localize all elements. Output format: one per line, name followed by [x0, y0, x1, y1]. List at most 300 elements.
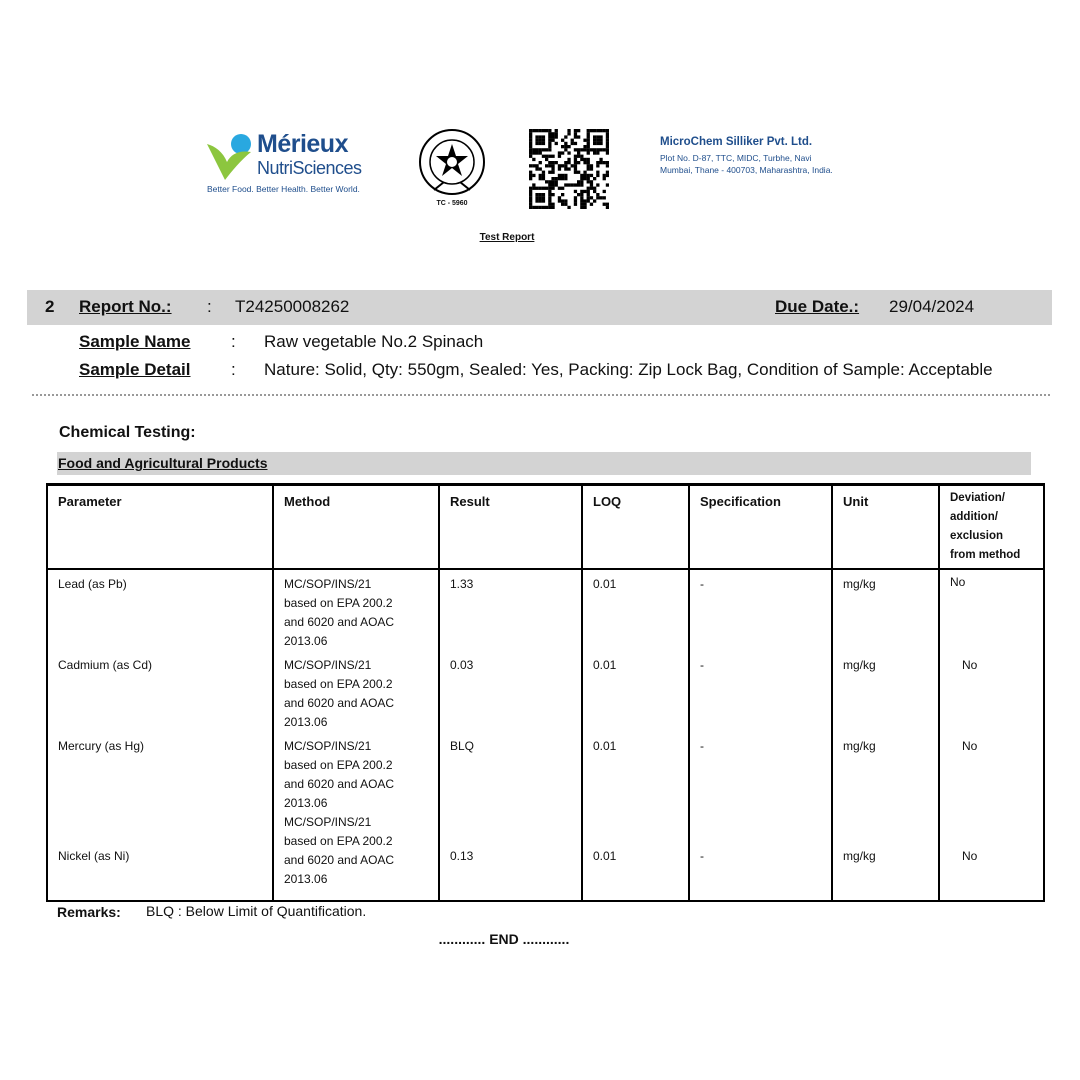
qr-module [542, 171, 545, 174]
header-parameter: Parameter [47, 485, 273, 569]
qr-module [599, 139, 602, 142]
category-label: Food and Agricultural Products [58, 455, 268, 471]
qr-module [548, 148, 551, 151]
due-date-value: 29/04/2024 [889, 297, 975, 316]
method-line4: 2013.06 [284, 714, 328, 729]
qr-module [574, 129, 577, 132]
cell-unit: mg/kg [832, 813, 939, 901]
qr-module [574, 203, 577, 206]
qr-module [577, 180, 580, 183]
qr-module [548, 171, 551, 174]
qr-module [535, 148, 538, 151]
qr-module [596, 193, 599, 196]
qr-module [583, 161, 586, 164]
cell-parameter: Nickel (as Ni) [47, 813, 273, 901]
header-deviation-line4: from method [950, 549, 1021, 561]
sample-name-colon: : [231, 332, 236, 351]
qr-module [551, 164, 554, 167]
qr-module [555, 177, 558, 180]
qr-module [532, 174, 535, 177]
qr-module [596, 196, 599, 199]
qr-module [590, 148, 593, 151]
qr-module [587, 190, 590, 193]
cell-loq: 0.01 [582, 732, 689, 813]
qr-module [542, 129, 545, 132]
brand-name-line1: Mérieux [257, 130, 348, 158]
qr-module [590, 187, 593, 190]
qr-module [529, 151, 532, 154]
qr-module [587, 151, 590, 154]
qr-module [532, 148, 535, 151]
cell-result: 0.03 [439, 651, 582, 732]
qr-module [548, 190, 551, 193]
qr-code [529, 129, 609, 209]
company-name: MicroChem Silliker Pvt. Ltd. [660, 136, 813, 148]
header-result: Result [439, 485, 582, 569]
qr-module [577, 129, 580, 132]
sample-detail-label: Sample Detail [79, 360, 191, 379]
qr-module [548, 193, 551, 196]
qr-module [574, 158, 577, 161]
qr-module [558, 196, 561, 199]
qr-module [567, 167, 570, 170]
qr-module [545, 206, 548, 209]
cell-unit: mg/kg [832, 732, 939, 813]
qr-module [558, 177, 561, 180]
qr-module [596, 139, 599, 142]
sample-detail-colon: : [231, 360, 236, 379]
qr-module [587, 139, 590, 142]
qr-module [561, 164, 564, 167]
cell-specification: - [689, 569, 832, 651]
qr-module [590, 183, 593, 186]
qr-module [539, 174, 542, 177]
method-line3: and 6020 and AOAC [284, 776, 395, 791]
qr-module [574, 148, 577, 151]
qr-module [596, 151, 599, 154]
qr-module [587, 132, 590, 135]
qr-module [548, 161, 551, 164]
qr-module [603, 177, 606, 180]
qr-module [558, 155, 561, 158]
qr-module [583, 203, 586, 206]
qr-module [535, 135, 538, 138]
cell-parameter: Cadmium (as Cd) [47, 651, 273, 732]
qr-module [535, 193, 538, 196]
qr-module [596, 174, 599, 177]
qr-module [529, 139, 532, 142]
leaf-logo-icon [205, 132, 257, 182]
qr-module [571, 164, 574, 167]
method-line4: 2013.06 [284, 633, 328, 648]
qr-module [567, 158, 570, 161]
qr-module [545, 148, 548, 151]
qr-module [577, 161, 580, 164]
qr-module [542, 139, 545, 142]
qr-module [567, 151, 570, 154]
qr-module [596, 161, 599, 164]
qr-module [606, 174, 609, 177]
qr-module [603, 174, 606, 177]
report-no-value: T24250008262 [235, 297, 350, 316]
qr-module [558, 174, 561, 177]
qr-module [596, 148, 599, 151]
qr-module [577, 151, 580, 154]
method-line2: based on EPA 200.2 [284, 833, 393, 848]
qr-module [564, 161, 567, 164]
table-row [47, 569, 1044, 651]
qr-module [539, 177, 542, 180]
qr-module [532, 187, 535, 190]
qr-module [548, 132, 551, 135]
qr-module [551, 203, 554, 206]
qr-module [542, 206, 545, 209]
qr-module [551, 206, 554, 209]
qr-module [551, 135, 554, 138]
qr-module [535, 151, 538, 154]
qr-module [542, 196, 545, 199]
qr-module [564, 142, 567, 145]
method-line2: based on EPA 200.2 [284, 595, 393, 610]
company-address-line2: Mumbai, Thane - 400703, Maharashtra, India. [660, 165, 833, 175]
qr-module [606, 129, 609, 132]
qr-module [555, 129, 558, 132]
qr-module [574, 155, 577, 158]
qr-module [535, 139, 538, 142]
qr-module [548, 129, 551, 132]
sample-detail-value: Nature: Solid, Qty: 550gm, Sealed: Yes, Packing: Zip Lock Bag, Condition of Sample: Acceptable [264, 360, 993, 379]
qr-module [548, 139, 551, 142]
header-method: Method [273, 485, 439, 569]
qr-module [561, 187, 564, 190]
qr-module [599, 142, 602, 145]
method-line3: and 6020 and AOAC [284, 695, 395, 710]
qr-module [551, 167, 554, 170]
qr-module [593, 187, 596, 190]
qr-module [587, 199, 590, 202]
qr-module [606, 161, 609, 164]
qr-module [606, 203, 609, 206]
method-line3: and 6020 and AOAC [284, 614, 395, 629]
qr-module [577, 193, 580, 196]
cell-specification: - [689, 651, 832, 732]
qr-module [599, 135, 602, 138]
results-table [46, 483, 1045, 902]
qr-module [535, 142, 538, 145]
qr-module [587, 196, 590, 199]
qr-module [532, 158, 535, 161]
qr-module [564, 199, 567, 202]
qr-module [574, 161, 577, 164]
qr-module [603, 203, 606, 206]
cell-deviation: No [939, 732, 1044, 813]
qr-module [561, 203, 564, 206]
qr-module [529, 135, 532, 138]
qr-module [542, 174, 545, 177]
qr-module [548, 187, 551, 190]
qr-module [580, 148, 583, 151]
qr-module [555, 180, 558, 183]
header-deviation-line2: addition/ [950, 511, 998, 523]
qr-module [593, 151, 596, 154]
qr-module [539, 139, 542, 142]
cell-unit: mg/kg [832, 569, 939, 651]
brand-name-line2: NutriSciences [257, 158, 362, 178]
qr-module [577, 135, 580, 138]
qr-module [561, 199, 564, 202]
qr-module [529, 132, 532, 135]
qr-module [548, 145, 551, 148]
qr-module [574, 164, 577, 167]
qr-module [548, 135, 551, 138]
qr-module [532, 129, 535, 132]
method-line3: and 6020 and AOAC [284, 852, 395, 867]
qr-module [606, 183, 609, 186]
merieux-logo [205, 130, 390, 200]
qr-module [587, 177, 590, 180]
brand-tagline: Better Food. Better Health. Better World. [207, 184, 360, 194]
qr-module [564, 135, 567, 138]
qr-module [548, 196, 551, 199]
qr-module [542, 155, 545, 158]
cell-loq: 0.01 [582, 651, 689, 732]
qr-module [567, 206, 570, 209]
qr-module [539, 129, 542, 132]
qr-module [555, 142, 558, 145]
qr-module [590, 180, 593, 183]
qr-module [529, 142, 532, 145]
cell-specification: - [689, 732, 832, 813]
qr-module [593, 199, 596, 202]
report-serial: 2 [45, 297, 55, 316]
dotted-divider [32, 394, 1050, 396]
qr-module [580, 193, 583, 196]
qr-module [529, 171, 532, 174]
qr-module [529, 177, 532, 180]
qr-module [606, 148, 609, 151]
qr-module [583, 177, 586, 180]
cell-result: 0.13 [439, 813, 582, 901]
qr-module [545, 129, 548, 132]
qr-module [529, 193, 532, 196]
qr-module [564, 183, 567, 186]
qr-module [529, 145, 532, 148]
qr-module [606, 206, 609, 209]
due-date-label: Due Date.: [775, 297, 860, 316]
qr-module [551, 139, 554, 142]
qr-module [529, 203, 532, 206]
qr-module [545, 180, 548, 183]
qr-module [548, 180, 551, 183]
cell-deviation: No [939, 569, 1044, 651]
qr-module [551, 183, 554, 186]
qr-module [596, 171, 599, 174]
qr-module [603, 190, 606, 193]
qr-module [571, 142, 574, 145]
qr-module [580, 155, 583, 158]
qr-module [587, 193, 590, 196]
method-line1: MC/SOP/INS/21 [284, 576, 372, 591]
qr-module [590, 174, 593, 177]
header-deviation-line3: exclusion [950, 530, 1004, 542]
qr-module [548, 183, 551, 186]
qr-module [583, 145, 586, 148]
qr-module [529, 164, 532, 167]
qr-module [535, 129, 538, 132]
qr-module [603, 161, 606, 164]
cell-parameter: Mercury (as Hg) [47, 732, 273, 813]
qr-module [542, 135, 545, 138]
qr-module [587, 174, 590, 177]
qr-module [590, 203, 593, 206]
qr-module [548, 155, 551, 158]
method-line2: based on EPA 200.2 [284, 676, 393, 691]
qr-module [555, 135, 558, 138]
qr-module [574, 171, 577, 174]
qr-module [535, 187, 538, 190]
qr-module [561, 139, 564, 142]
qr-module [587, 148, 590, 151]
qr-module [577, 171, 580, 174]
qr-module [535, 206, 538, 209]
qr-module [551, 180, 554, 183]
qr-module [580, 177, 583, 180]
qr-module [587, 180, 590, 183]
qr-module [587, 142, 590, 145]
qr-module [529, 174, 532, 177]
cell-result: 1.33 [439, 569, 582, 651]
method-line4: 2013.06 [284, 795, 328, 810]
sample-name-label: Sample Name [79, 332, 191, 351]
qr-module [567, 145, 570, 148]
qr-module [599, 158, 602, 161]
qr-module [529, 206, 532, 209]
remarks-label: Remarks: [57, 904, 121, 920]
qr-module [587, 158, 590, 161]
qr-module [545, 164, 548, 167]
method-line1: MC/SOP/INS/21 [284, 657, 372, 672]
company-info [660, 136, 920, 176]
qr-module [539, 187, 542, 190]
qr-module [529, 155, 532, 158]
method-line2: based on EPA 200.2 [284, 757, 393, 772]
header-deviation-line1: Deviation/ [950, 492, 1005, 504]
qr-module [542, 148, 545, 151]
qr-module [587, 164, 590, 167]
qr-module [548, 164, 551, 167]
qr-module [587, 161, 590, 164]
qr-module [574, 135, 577, 138]
qr-module [555, 132, 558, 135]
remarks-text: BLQ : Below Limit of Quantification. [146, 903, 367, 919]
table-row [47, 732, 1044, 813]
qr-module [587, 167, 590, 170]
company-address [660, 152, 920, 176]
qr-module [564, 145, 567, 148]
qr-module [564, 164, 567, 167]
qr-module [545, 155, 548, 158]
qr-module [583, 158, 586, 161]
qr-module [539, 199, 542, 202]
qr-module [561, 177, 564, 180]
qr-module [542, 193, 545, 196]
method-line1: MC/SOP/INS/21 [284, 738, 372, 753]
qr-module [551, 177, 554, 180]
report-no-label: Report No.: [79, 297, 172, 316]
qr-module [548, 142, 551, 145]
qr-module [535, 167, 538, 170]
qr-module [532, 206, 535, 209]
cell-method [273, 569, 439, 651]
qr-module [532, 183, 535, 186]
qr-module [539, 206, 542, 209]
cell-deviation: No [939, 813, 1044, 901]
qr-module [567, 132, 570, 135]
qr-module [587, 129, 590, 132]
qr-module [583, 206, 586, 209]
qr-module [583, 139, 586, 142]
qr-module [596, 135, 599, 138]
qr-module [593, 190, 596, 193]
qr-module [574, 142, 577, 145]
qr-module [583, 190, 586, 193]
table-row [47, 813, 1044, 901]
qr-module [529, 196, 532, 199]
qr-module [548, 206, 551, 209]
qr-module [574, 196, 577, 199]
cell-method [273, 651, 439, 732]
qr-module [551, 193, 554, 196]
qr-module [555, 183, 558, 186]
qr-module [583, 148, 586, 151]
qr-module [587, 135, 590, 138]
qr-module [535, 196, 538, 199]
qr-module [606, 139, 609, 142]
qr-module [529, 190, 532, 193]
cell-unit: mg/kg [832, 651, 939, 732]
qr-module [574, 167, 577, 170]
qr-module [551, 155, 554, 158]
qr-module [564, 174, 567, 177]
qr-module [580, 203, 583, 206]
qr-module [606, 142, 609, 145]
qr-module [535, 199, 538, 202]
qr-module [539, 196, 542, 199]
qr-module [593, 148, 596, 151]
qr-module [539, 167, 542, 170]
cell-loq: 0.01 [582, 813, 689, 901]
qr-module [593, 177, 596, 180]
qr-module [577, 155, 580, 158]
qr-module [580, 206, 583, 209]
cell-result: BLQ [439, 732, 582, 813]
qr-module [580, 199, 583, 202]
qr-module [587, 187, 590, 190]
qr-module [603, 129, 606, 132]
accreditation-seal [416, 128, 488, 212]
header-deviation [939, 485, 1044, 569]
qr-module [535, 164, 538, 167]
report-no-colon: : [207, 297, 212, 316]
qr-module [590, 164, 593, 167]
qr-module [596, 129, 599, 132]
table-row [47, 651, 1044, 732]
qr-module [542, 142, 545, 145]
document-title: Test Report [479, 232, 535, 243]
qr-module [580, 158, 583, 161]
qr-module [596, 164, 599, 167]
qr-module [539, 161, 542, 164]
